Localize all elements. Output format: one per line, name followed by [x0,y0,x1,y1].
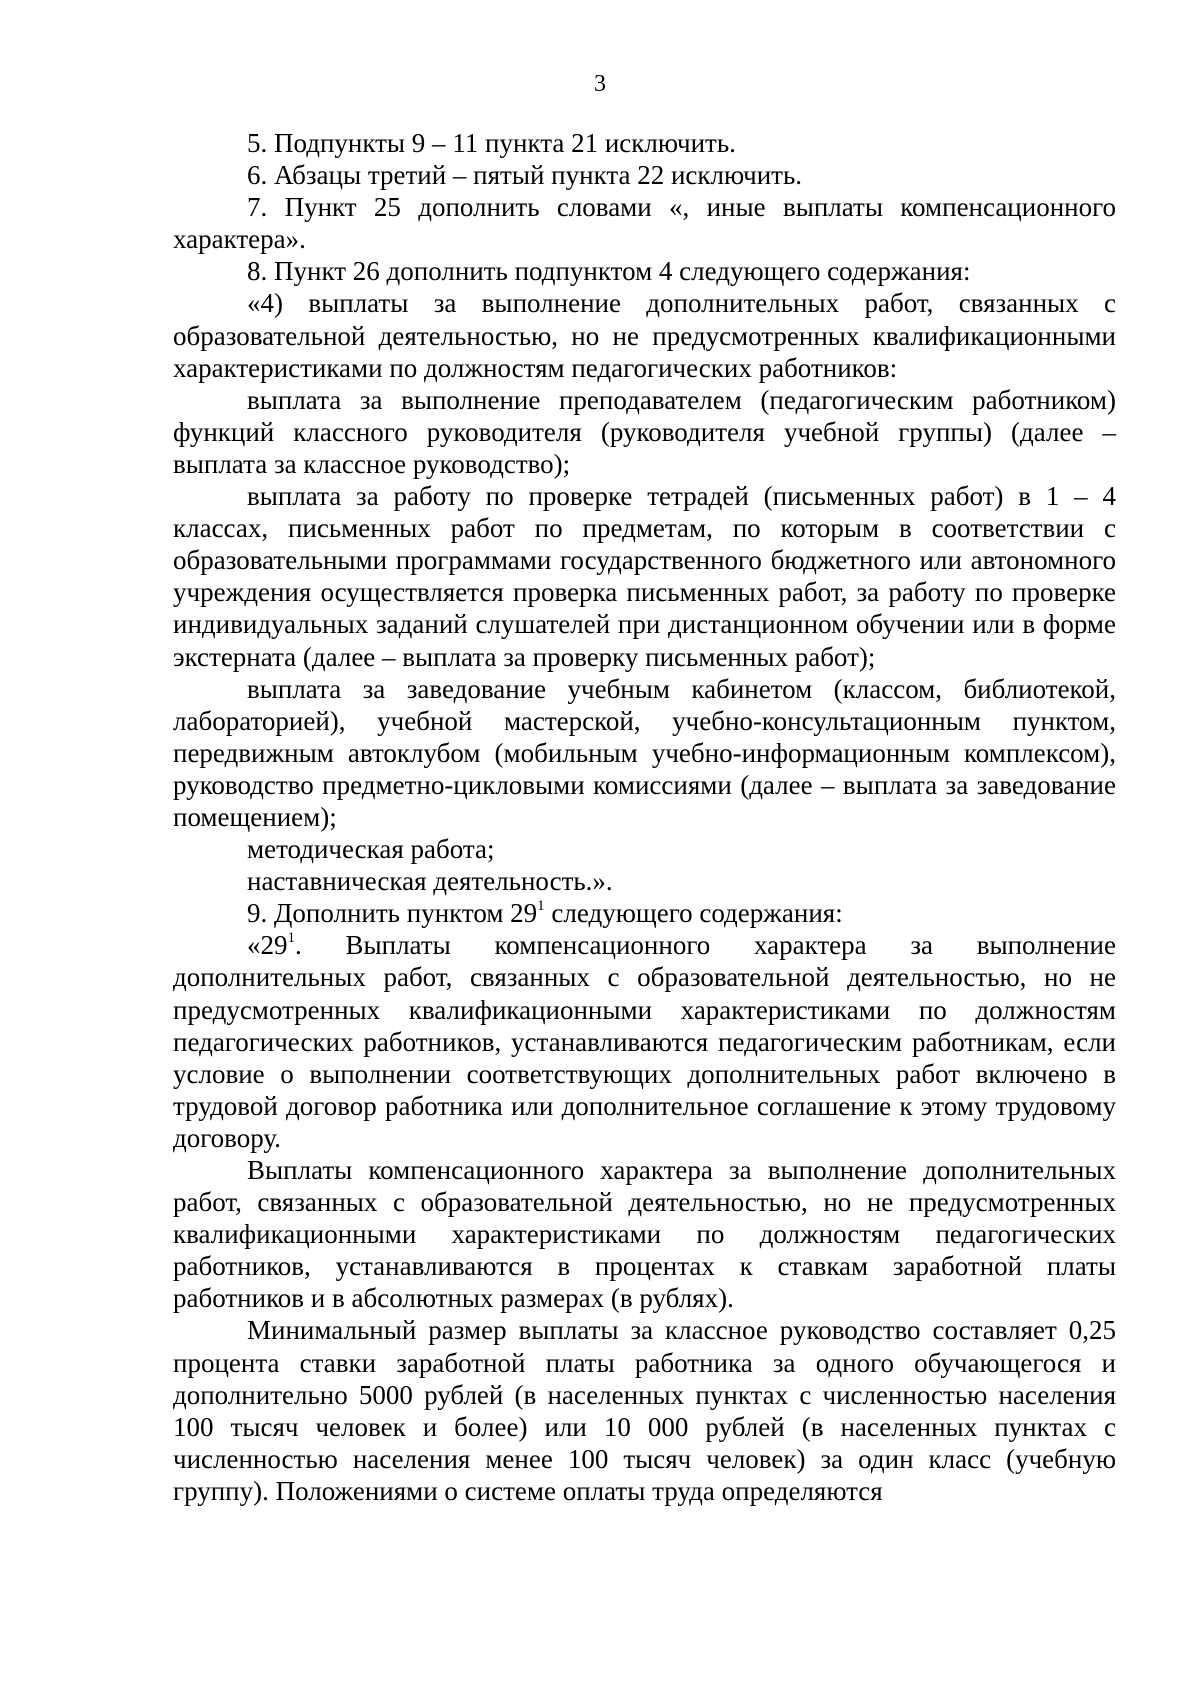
paragraph-written-works: выплата за работу по проверке тетрадей (письменных работ) в 1 – 4 классах, письменных работ по предметам, по которым в соответствии с образовательными программами государственного бюджетного или автономного учреждения осуществляется проверка письменных работ, за работу по проверке индивидуальных заданий слушателей при дистанционном обучении или в форме экстерната (далее – выплата за проверку письменных работ); [173,481,1116,672]
paragraph-item-7: 7. Пункт 25 дополнить словами «, иные выплаты компенсационного характера». [173,192,1116,255]
paragraph-item-9 [173,897,1116,929]
paragraph-room-management: выплата за заведование учебным кабинетом (классом, библиотекой, лабораторией), учебной мастерской, учебно-консультационным пунктом, передвижным автоклубом (мобильным учебно-информационным комплексом), руководство предметно-цикловыми комиссиями (далее – выплата за заведование помещением); [173,673,1116,832]
paragraph-compensation-units: Выплаты компенсационного характера за выполнение дополнительных работ, связанных с образовательной деятельностью, но не предусмотренных квалификационными характеристиками по должностям педагогических работников, устанавливаются в процентах к ставкам заработной платы работников и в абсолютных размерах (в рублях). [173,1155,1116,1314]
paragraph-minimum-payment: Минимальный размер выплаты за классное руководство составляет 0,25 процента ставки заработной платы работника за одного обучающегося и дополнительно 5000 рублей (в населенных пунктах с численностью населения 100 тысяч человек и более) или 10 000 рублей (в населенных пунктах с численностью населения менее 100 тысяч человек) за один класс (учебную группу). Положениями о системе оплаты труда определяются [173,1315,1116,1506]
paragraph-class-management: выплата за выполнение преподавателем (педагогическим работником) функций классного руководителя (руководителя учебной группы) (далее – выплата за классное руководство); [173,384,1116,479]
paragraph-subitem-4: «4) выплаты за выполнение дополнительных работ, связанных с образовательной деятельностью, но не предусмотренных квалификационными характеристиками по должностям педагогических работников: [173,288,1116,383]
paragraph-methodical-work: методическая работа; [247,834,495,865]
paragraph-mentoring: наставническая деятельность.». [247,866,613,897]
superscript: 1 [537,898,545,915]
paragraph-item-6: 6. Абзацы третий – пятый пункта 22 исключить. [247,160,803,191]
superscript: 1 [287,930,295,947]
paragraph-item-9-before: 9. Дополнить пунктом 29 [247,898,538,929]
paragraph-point-29-1-after: . Выплаты компенсационного характера за выполнение дополнительных работ, связанных с образовательной деятельностью, но не предусмотренных квалификационными характеристиками по должностям педагогических работников, устанавливаются педагогическим работникам, если условие о выполнении соответствующих дополнительных работ включено в трудовой договор работника или дополнительное соглашение к этому трудовому договору. [173,930,1116,1153]
paragraph-point-29-1 [173,929,1116,1154]
paragraph-item-9-after: следующего содержания: [544,898,843,929]
paragraph-point-29-1-before: «29 [247,930,288,961]
paragraph-item-5: 5. Подпункты 9 – 11 пункта 21 исключить. [247,128,736,158]
document-body [173,127,1116,1507]
paragraph-item-8: 8. Пункт 26 дополнить подпунктом 4 следующего содержания: [247,256,971,287]
page-number: 3 [594,71,606,97]
